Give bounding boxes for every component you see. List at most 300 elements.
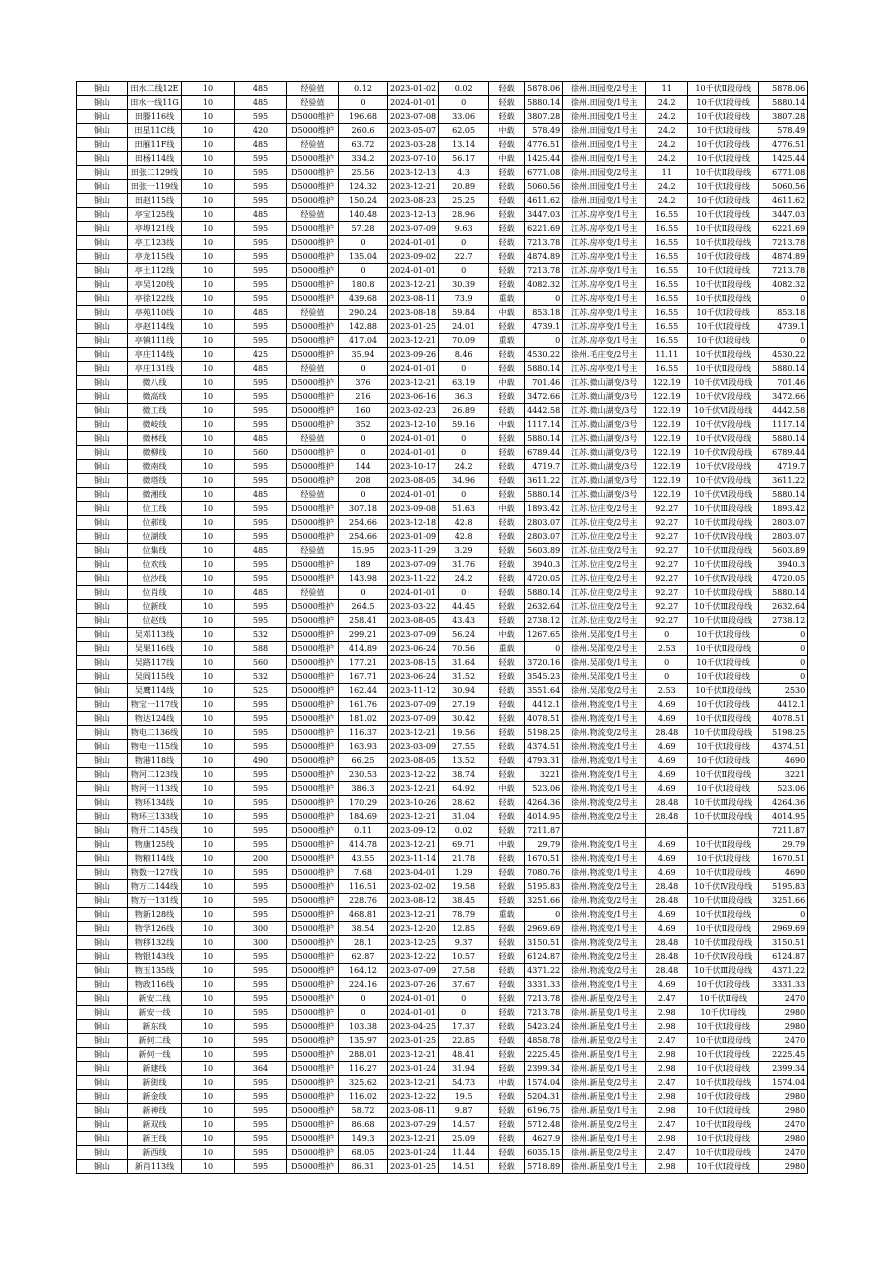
- capacity-cell: 595: [235, 600, 287, 614]
- transformer-margin-cell: 16.55: [646, 278, 688, 292]
- source-cell: 经验值: [287, 82, 339, 96]
- transformer-cell: 徐州.新星变/1号主: [563, 1048, 646, 1062]
- load-value-cell: 0: [339, 1006, 388, 1020]
- capacity-cell: 595: [235, 796, 287, 810]
- load-value-cell: 468.81: [339, 908, 388, 922]
- voltage-cell: 10: [182, 278, 235, 292]
- available-capacity-cell: 5880.14: [759, 586, 808, 600]
- date-cell: 2023-08-12: [388, 894, 439, 908]
- margin-cell: 3472.66: [525, 390, 563, 404]
- busbar-cell: [688, 824, 759, 838]
- date-cell: 2023-12-21: [388, 838, 439, 852]
- load-rate-cell: 19.5: [439, 1090, 489, 1104]
- table-row: [77, 362, 808, 376]
- voltage-cell: 10: [182, 460, 235, 474]
- transformer-margin-cell: 4.69: [646, 978, 688, 992]
- source-cell: D5000维护: [287, 1104, 339, 1118]
- capacity-cell: 420: [235, 124, 287, 138]
- feeder-name-cell: 物移132线: [128, 936, 182, 950]
- transformer-cell: 徐州.物流变/2号主: [563, 810, 646, 824]
- voltage-cell: 10: [182, 894, 235, 908]
- transformer-margin-cell: 28.48: [646, 796, 688, 810]
- load-value-cell: 103.38: [339, 1020, 388, 1034]
- load-status-cell: 重载: [489, 908, 525, 922]
- busbar-cell: 10千伏Ⅱ段母线: [688, 922, 759, 936]
- date-cell: 2023-07-09: [388, 222, 439, 236]
- margin-cell: 3545.23: [525, 670, 563, 684]
- transformer-cell: 江苏.位庄变/2号主: [563, 502, 646, 516]
- table-row: [77, 404, 808, 418]
- margin-cell: 2632.64: [525, 600, 563, 614]
- available-capacity-cell: 2632.64: [759, 600, 808, 614]
- table-row: [77, 670, 808, 684]
- capacity-cell: 595: [235, 166, 287, 180]
- busbar-cell: 10千伏Ⅱ段母线: [688, 278, 759, 292]
- voltage-cell: 10: [182, 712, 235, 726]
- load-value-cell: 180.8: [339, 278, 388, 292]
- transformer-margin-cell: 16.55: [646, 306, 688, 320]
- source-cell: D5000维护: [287, 712, 339, 726]
- available-capacity-cell: 5878.06: [759, 82, 808, 96]
- date-cell: 2023-01-24: [388, 1062, 439, 1076]
- capacity-cell: 595: [235, 1146, 287, 1160]
- voltage-cell: 10: [182, 502, 235, 516]
- load-value-cell: 116.27: [339, 1062, 388, 1076]
- available-capacity-cell: 5603.89: [759, 544, 808, 558]
- busbar-cell: 10千伏Ⅲ段母线: [688, 544, 759, 558]
- available-capacity-cell: 1425.44: [759, 152, 808, 166]
- load-value-cell: 0: [339, 432, 388, 446]
- source-cell: D5000维护: [287, 1048, 339, 1062]
- load-value-cell: 376: [339, 376, 388, 390]
- date-cell: 2024-01-01: [388, 586, 439, 600]
- date-cell: 2024-01-01: [388, 362, 439, 376]
- feeder-name-cell: 亭龙115线: [128, 250, 182, 264]
- district-cell: 铜山: [77, 544, 128, 558]
- district-cell: 铜山: [77, 1048, 128, 1062]
- transformer-margin-cell: 2.98: [646, 1048, 688, 1062]
- feeder-name-cell: 位集线: [128, 544, 182, 558]
- available-capacity-cell: 6221.69: [759, 222, 808, 236]
- busbar-cell: 10千伏Ⅰ段母线: [688, 320, 759, 334]
- capacity-cell: 485: [235, 586, 287, 600]
- busbar-cell: 10千伏Ⅵ段母线: [688, 404, 759, 418]
- busbar-cell: 10千伏Ⅰ段母线: [688, 628, 759, 642]
- available-capacity-cell: 1117.14: [759, 418, 808, 432]
- load-value-cell: 414.78: [339, 838, 388, 852]
- busbar-cell: 10千伏Ⅰ段母线: [688, 670, 759, 684]
- load-status-cell: 轻载: [489, 1146, 525, 1160]
- load-status-cell: 轻载: [489, 432, 525, 446]
- transformer-margin-cell: 16.55: [646, 236, 688, 250]
- date-cell: 2023-08-18: [388, 306, 439, 320]
- busbar-cell: 10千伏Ⅲ段母线: [688, 726, 759, 740]
- transformer-cell: 江苏.微山湖变/3号: [563, 460, 646, 474]
- load-rate-cell: 0.02: [439, 82, 489, 96]
- transformer-margin-cell: 28.48: [646, 894, 688, 908]
- capacity-cell: 595: [235, 740, 287, 754]
- busbar-cell: 10千伏Ⅰ段母线: [688, 110, 759, 124]
- capacity-cell: 485: [235, 488, 287, 502]
- feeder-name-cell: 物万一131线: [128, 894, 182, 908]
- load-rate-cell: 38.74: [439, 768, 489, 782]
- voltage-cell: 10: [182, 964, 235, 978]
- district-cell: 铜山: [77, 152, 128, 166]
- table-row: [77, 880, 808, 894]
- table-row: [77, 992, 808, 1006]
- load-rate-cell: 27.55: [439, 740, 489, 754]
- district-cell: 铜山: [77, 754, 128, 768]
- voltage-cell: 10: [182, 1104, 235, 1118]
- margin-cell: 1117.14: [525, 418, 563, 432]
- district-cell: 铜山: [77, 796, 128, 810]
- load-status-cell: 轻载: [489, 236, 525, 250]
- date-cell: 2023-12-21: [388, 1048, 439, 1062]
- feeder-name-cell: 新王线: [128, 1132, 182, 1146]
- table-row: [77, 530, 808, 544]
- voltage-cell: 10: [182, 572, 235, 586]
- capacity-cell: 595: [235, 334, 287, 348]
- voltage-cell: 10: [182, 586, 235, 600]
- district-cell: 铜山: [77, 264, 128, 278]
- margin-cell: 578.49: [525, 124, 563, 138]
- feeder-name-cell: 新何一线: [128, 1048, 182, 1062]
- busbar-cell: 10千伏Ⅰ母线: [688, 1006, 759, 1020]
- source-cell: D5000维护: [287, 922, 339, 936]
- date-cell: 2024-01-01: [388, 432, 439, 446]
- load-value-cell: 0: [339, 236, 388, 250]
- busbar-cell: 10千伏Ⅳ段母线: [688, 446, 759, 460]
- load-status-cell: 中载: [489, 502, 525, 516]
- load-rate-cell: 9.63: [439, 222, 489, 236]
- load-rate-cell: 62.05: [439, 124, 489, 138]
- feeder-name-cell: 亭徐122线: [128, 292, 182, 306]
- transformer-margin-cell: 11.11: [646, 348, 688, 362]
- transformer-cell: 江苏.房亭变/1号主: [563, 278, 646, 292]
- margin-cell: 6196.75: [525, 1104, 563, 1118]
- margin-cell: 3447.03: [525, 208, 563, 222]
- capacity-cell: 595: [235, 824, 287, 838]
- transformer-cell: 徐州.田园变/1号主: [563, 110, 646, 124]
- load-rate-cell: 0.02: [439, 824, 489, 838]
- transformer-cell: 徐州.新星变/1号主: [563, 1090, 646, 1104]
- district-cell: 铜山: [77, 320, 128, 334]
- voltage-cell: 10: [182, 628, 235, 642]
- feeder-name-cell: 位赵线: [128, 614, 182, 628]
- district-cell: 铜山: [77, 82, 128, 96]
- capacity-cell: 200: [235, 852, 287, 866]
- margin-cell: 3807.28: [525, 110, 563, 124]
- capacity-cell: 595: [235, 222, 287, 236]
- margin-cell: 2969.69: [525, 922, 563, 936]
- busbar-cell: 10千伏Ⅰ段母线: [688, 208, 759, 222]
- load-value-cell: 307.18: [339, 502, 388, 516]
- transformer-cell: 徐州.物流变/1号主: [563, 908, 646, 922]
- load-status-cell: 轻载: [489, 1104, 525, 1118]
- date-cell: 2023-12-25: [388, 936, 439, 950]
- table-row: [77, 782, 808, 796]
- date-cell: 2023-12-21: [388, 782, 439, 796]
- available-capacity-cell: 2980: [759, 1020, 808, 1034]
- load-status-cell: 中载: [489, 376, 525, 390]
- load-value-cell: 142.88: [339, 320, 388, 334]
- margin-cell: 0: [525, 908, 563, 922]
- transformer-cell: 江苏.微山湖变/3号: [563, 432, 646, 446]
- district-cell: 铜山: [77, 782, 128, 796]
- source-cell: D5000维护: [287, 894, 339, 908]
- table-row: [77, 474, 808, 488]
- voltage-cell: 10: [182, 1118, 235, 1132]
- capacity-cell: 595: [235, 880, 287, 894]
- source-cell: D5000维护: [287, 516, 339, 530]
- load-value-cell: 0.11: [339, 824, 388, 838]
- source-cell: D5000维护: [287, 474, 339, 488]
- voltage-cell: 10: [182, 530, 235, 544]
- district-cell: 铜山: [77, 656, 128, 670]
- transformer-margin-cell: 122.19: [646, 404, 688, 418]
- capacity-cell: 595: [235, 866, 287, 880]
- feeder-name-cell: 微塔线: [128, 474, 182, 488]
- source-cell: D5000维护: [287, 502, 339, 516]
- district-cell: 铜山: [77, 992, 128, 1006]
- load-value-cell: 325.62: [339, 1076, 388, 1090]
- busbar-cell: 10千伏Ⅰ段母线: [688, 978, 759, 992]
- source-cell: 经验值: [287, 96, 339, 110]
- available-capacity-cell: 2530: [759, 684, 808, 698]
- feeder-name-cell: 新街线: [128, 1076, 182, 1090]
- table-row: [77, 180, 808, 194]
- load-rate-cell: 0: [439, 992, 489, 1006]
- transformer-margin-cell: 24.2: [646, 152, 688, 166]
- transformer-margin-cell: 122.19: [646, 446, 688, 460]
- transformer-cell: 徐州.田园变/2号主: [563, 82, 646, 96]
- busbar-cell: 10千伏Ⅲ段母线: [688, 614, 759, 628]
- source-cell: D5000维护: [287, 964, 339, 978]
- busbar-cell: 10千伏Ⅴ段母线: [688, 418, 759, 432]
- load-rate-cell: 0: [439, 586, 489, 600]
- load-rate-cell: 9.37: [439, 936, 489, 950]
- busbar-cell: 10千伏Ⅰ段母线: [688, 152, 759, 166]
- voltage-cell: 10: [182, 474, 235, 488]
- transformer-cell: 江苏.位庄变/2号主: [563, 516, 646, 530]
- date-cell: 2023-12-21: [388, 810, 439, 824]
- table-row: [77, 432, 808, 446]
- feeder-name-cell: 亭工123线: [128, 236, 182, 250]
- busbar-cell: 10千伏Ⅰ段母线: [688, 754, 759, 768]
- busbar-cell: 10千伏Ⅱ段母线: [688, 166, 759, 180]
- transformer-margin-cell: 122.19: [646, 418, 688, 432]
- margin-cell: 4720.05: [525, 572, 563, 586]
- load-rate-cell: 24.2: [439, 460, 489, 474]
- voltage-cell: 10: [182, 264, 235, 278]
- date-cell: 2023-07-09: [388, 558, 439, 572]
- transformer-margin-cell: 92.27: [646, 502, 688, 516]
- capacity-cell: 595: [235, 1118, 287, 1132]
- table-row: [77, 348, 808, 362]
- capacity-cell: 485: [235, 138, 287, 152]
- transformer-margin-cell: 4.69: [646, 698, 688, 712]
- table-row: [77, 1006, 808, 1020]
- margin-cell: 5060.56: [525, 180, 563, 194]
- table-body: [77, 82, 808, 1174]
- load-status-cell: 轻载: [489, 1132, 525, 1146]
- feeder-name-cell: 新西线: [128, 1146, 182, 1160]
- transformer-margin-cell: 4.69: [646, 740, 688, 754]
- margin-cell: 3551.64: [525, 684, 563, 698]
- load-rate-cell: 21.78: [439, 852, 489, 866]
- available-capacity-cell: 4739.1: [759, 320, 808, 334]
- district-cell: 铜山: [77, 964, 128, 978]
- table-row: [77, 488, 808, 502]
- margin-cell: 5880.14: [525, 432, 563, 446]
- voltage-cell: 10: [182, 376, 235, 390]
- available-capacity-cell: 3331.33: [759, 978, 808, 992]
- load-rate-cell: 3.29: [439, 544, 489, 558]
- transformer-margin-cell: 24.2: [646, 124, 688, 138]
- voltage-cell: 10: [182, 488, 235, 502]
- date-cell: 2023-12-21: [388, 908, 439, 922]
- load-status-cell: 轻载: [489, 572, 525, 586]
- load-value-cell: 254.66: [339, 530, 388, 544]
- district-cell: 铜山: [77, 1006, 128, 1020]
- table-row: [77, 1076, 808, 1090]
- available-capacity-cell: 2470: [759, 992, 808, 1006]
- source-cell: 经验值: [287, 138, 339, 152]
- date-cell: 2023-12-18: [388, 516, 439, 530]
- busbar-cell: 10千伏Ⅱ段母线: [688, 1076, 759, 1090]
- load-value-cell: 228.76: [339, 894, 388, 908]
- load-status-cell: 轻载: [489, 992, 525, 1006]
- available-capacity-cell: 4371.22: [759, 964, 808, 978]
- source-cell: D5000维护: [287, 320, 339, 334]
- load-status-cell: 轻载: [489, 1090, 525, 1104]
- voltage-cell: 10: [182, 292, 235, 306]
- load-status-cell: 轻载: [489, 516, 525, 530]
- margin-cell: 0: [525, 642, 563, 656]
- feeder-name-cell: 亭吴120线: [128, 278, 182, 292]
- load-rate-cell: 30.42: [439, 712, 489, 726]
- available-capacity-cell: 0: [759, 292, 808, 306]
- load-status-cell: 轻载: [489, 180, 525, 194]
- feeder-name-cell: 物政116线: [128, 978, 182, 992]
- capacity-cell: 595: [235, 614, 287, 628]
- source-cell: D5000维护: [287, 600, 339, 614]
- available-capacity-cell: 2399.34: [759, 1062, 808, 1076]
- load-rate-cell: 59.16: [439, 418, 489, 432]
- voltage-cell: 10: [182, 936, 235, 950]
- capacity-cell: 595: [235, 964, 287, 978]
- feeder-name-cell: 田杨114线: [128, 152, 182, 166]
- transformer-margin-cell: 24.2: [646, 194, 688, 208]
- table-row: [77, 96, 808, 110]
- load-status-cell: 轻载: [489, 446, 525, 460]
- busbar-cell: 10千伏Ⅱ段母线: [688, 684, 759, 698]
- transformer-cell: 江苏.位庄变/2号主: [563, 572, 646, 586]
- transformer-cell: 徐州.物流变/2号主: [563, 964, 646, 978]
- load-value-cell: 386.3: [339, 782, 388, 796]
- voltage-cell: 10: [182, 922, 235, 936]
- load-rate-cell: 36.3: [439, 390, 489, 404]
- margin-cell: 3331.33: [525, 978, 563, 992]
- margin-cell: 6124.87: [525, 950, 563, 964]
- district-cell: 铜山: [77, 740, 128, 754]
- transformer-margin-cell: 24.2: [646, 138, 688, 152]
- capacity-cell: 595: [235, 292, 287, 306]
- available-capacity-cell: 5880.14: [759, 488, 808, 502]
- load-status-cell: 轻载: [489, 866, 525, 880]
- feeder-name-cell: 田水一线11G: [128, 96, 182, 110]
- available-capacity-cell: 5195.83: [759, 880, 808, 894]
- feeder-name-cell: 新何二线: [128, 1034, 182, 1048]
- voltage-cell: 10: [182, 614, 235, 628]
- date-cell: 2023-09-08: [388, 502, 439, 516]
- feeder-name-cell: 物银143线: [128, 950, 182, 964]
- busbar-cell: 10千伏Ⅲ段母线: [688, 600, 759, 614]
- date-cell: 2023-07-09: [388, 628, 439, 642]
- feeder-name-cell: 位肖线: [128, 586, 182, 600]
- load-value-cell: 66.25: [339, 754, 388, 768]
- table-row: [77, 614, 808, 628]
- source-cell: 经验值: [287, 432, 339, 446]
- available-capacity-cell: 4412.1: [759, 698, 808, 712]
- load-value-cell: 439.68: [339, 292, 388, 306]
- capacity-cell: 595: [235, 978, 287, 992]
- feeder-name-cell: 微工线: [128, 404, 182, 418]
- busbar-cell: 10千伏Ⅱ段母线: [688, 362, 759, 376]
- voltage-cell: 10: [182, 1006, 235, 1020]
- transformer-cell: 徐州.田园变/1号主: [563, 180, 646, 194]
- date-cell: 2023-12-21: [388, 334, 439, 348]
- feeder-name-cell: 吴路117线: [128, 656, 182, 670]
- capacity-cell: 595: [235, 908, 287, 922]
- capacity-cell: 588: [235, 642, 287, 656]
- feeder-name-cell: 位新线: [128, 600, 182, 614]
- capacity-cell: 595: [235, 558, 287, 572]
- margin-cell: 4082.32: [525, 278, 563, 292]
- load-value-cell: 140.48: [339, 208, 388, 222]
- load-rate-cell: 31.52: [439, 670, 489, 684]
- date-cell: 2023-07-29: [388, 1118, 439, 1132]
- load-rate-cell: 56.17: [439, 152, 489, 166]
- load-rate-cell: 22.7: [439, 250, 489, 264]
- table-row: [77, 418, 808, 432]
- load-value-cell: 0: [339, 96, 388, 110]
- busbar-cell: 10千伏Ⅰ段母线: [688, 264, 759, 278]
- load-rate-cell: 33.06: [439, 110, 489, 124]
- feeder-name-cell: 物玉135线: [128, 964, 182, 978]
- load-rate-cell: 1.29: [439, 866, 489, 880]
- busbar-cell: 10千伏Ⅰ段母线: [688, 334, 759, 348]
- load-status-cell: 轻载: [489, 656, 525, 670]
- busbar-cell: 10千伏Ⅴ段母线: [688, 460, 759, 474]
- busbar-cell: 10千伏Ⅲ段母线: [688, 894, 759, 908]
- margin-cell: 5198.25: [525, 726, 563, 740]
- district-cell: 铜山: [77, 516, 128, 530]
- table-row: [77, 82, 808, 96]
- load-value-cell: 189: [339, 558, 388, 572]
- transformer-cell: 江苏.位庄变/2号主: [563, 544, 646, 558]
- voltage-cell: 10: [182, 698, 235, 712]
- date-cell: 2023-12-22: [388, 768, 439, 782]
- busbar-cell: 10千伏Ⅰ段母线: [688, 698, 759, 712]
- load-value-cell: 260.6: [339, 124, 388, 138]
- load-status-cell: 轻载: [489, 796, 525, 810]
- district-cell: 铜山: [77, 292, 128, 306]
- margin-cell: 7213.78: [525, 992, 563, 1006]
- transformer-margin-cell: 28.48: [646, 880, 688, 894]
- transformer-margin-cell: 4.69: [646, 866, 688, 880]
- load-status-cell: 轻载: [489, 166, 525, 180]
